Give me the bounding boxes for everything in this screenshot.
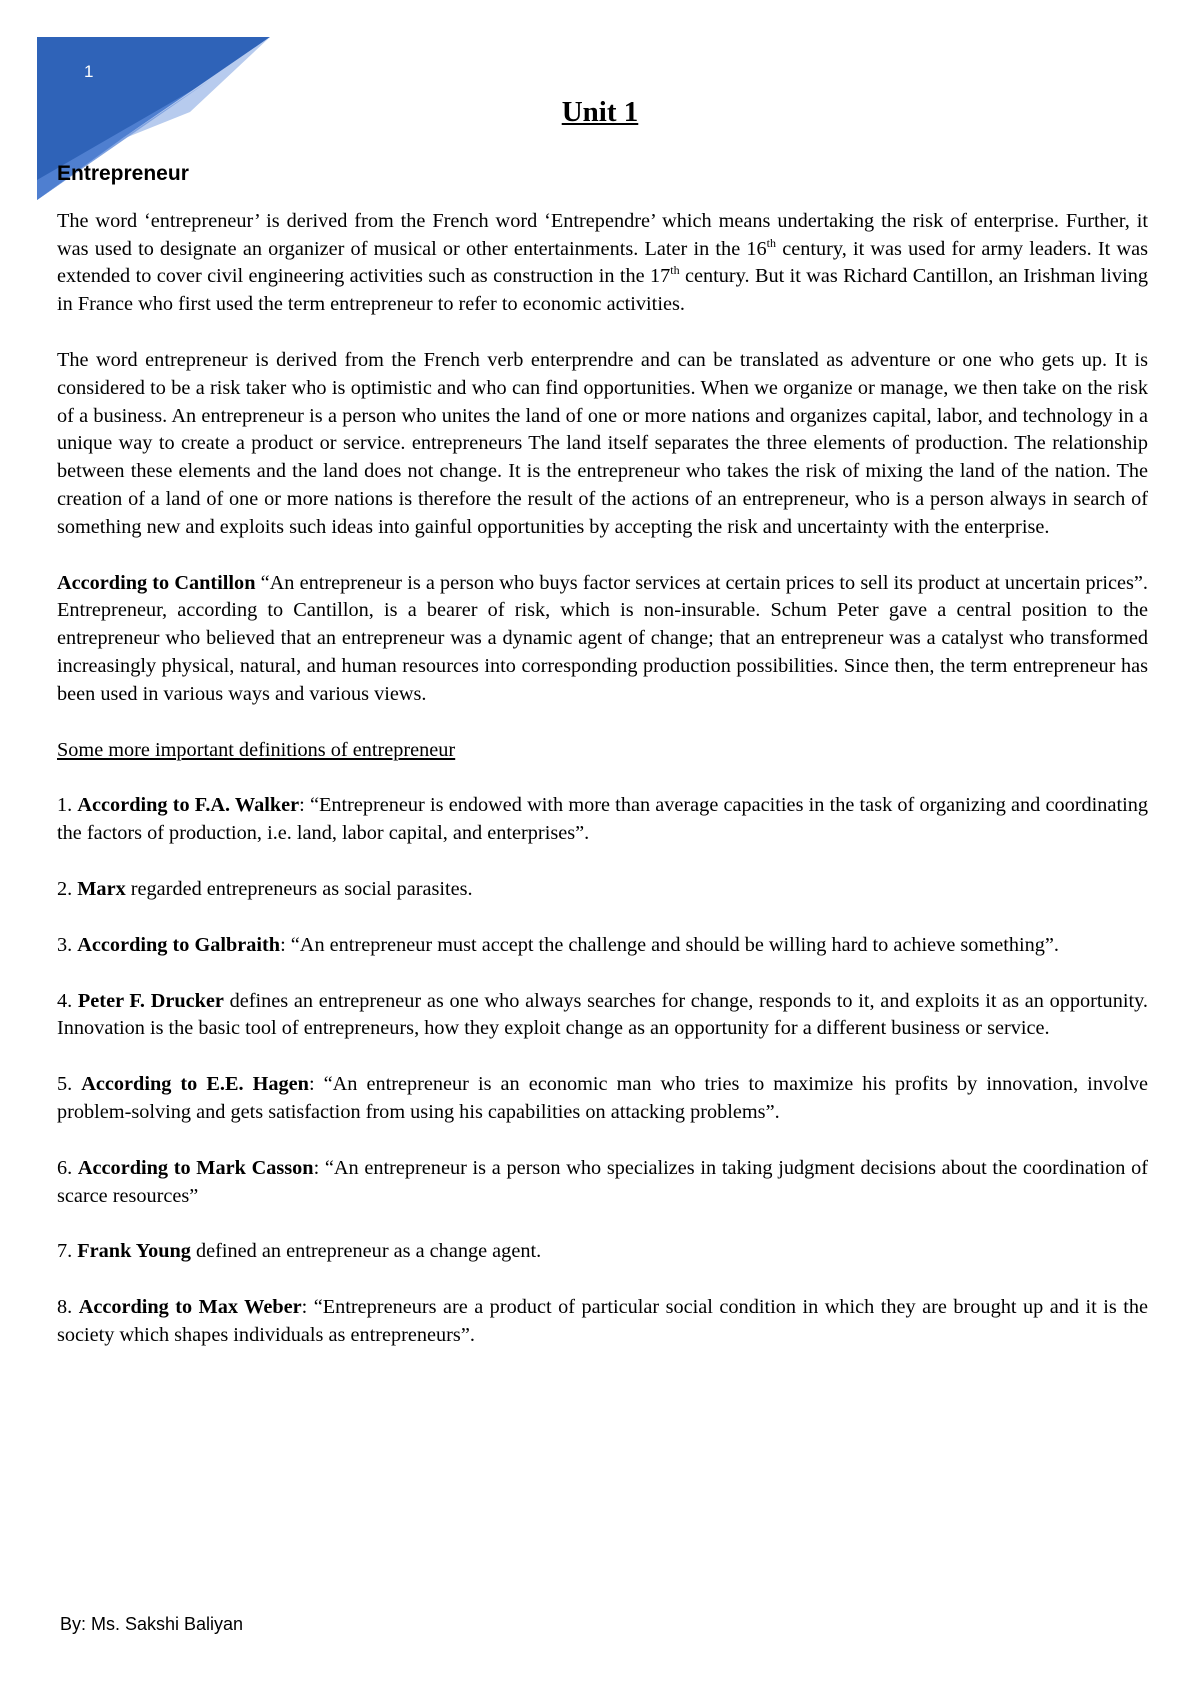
definition-text: : “An entrepreneur is a person who specializes in taking judgment decisions about the coordination of scarce resources” bbox=[57, 1156, 1148, 1207]
definition-item bbox=[57, 988, 1148, 1044]
definition-text: : “Entrepreneur is endowed with more than average capacities in the task of organizing and coordinating the factors of production, i.e. land, labor capital, and enterprises”. bbox=[57, 794, 1148, 845]
item-number: 6. bbox=[57, 1156, 78, 1179]
definition-text: defined an entrepreneur as a change agent. bbox=[190, 1240, 542, 1263]
superscript: th bbox=[766, 235, 777, 250]
document-body bbox=[57, 160, 1148, 1378]
item-number: 2. bbox=[57, 877, 78, 900]
definition-text: : “Entrepreneurs are a product of particular social condition in which they are brought up and it is the society which shapes individuals as entrepreneurs”. bbox=[57, 1296, 1148, 1346]
page-title: Unit 1 bbox=[561, 96, 639, 128]
subheading-definitions: Some more important definitions of entrepreneur bbox=[57, 738, 456, 761]
paragraph-meaning: The word entrepreneur is derived from the French verb enterprendre and can be translated as adventure or one who gets up. It is considered to be a risk taker who is optimistic and who can find opportunities. When we organize or manage, we then take on the risk of a business. An entrepreneur is a person who unites the land of one or more nations and organizes capital, labor, and technology in a unique way to create a product or service. entrepreneurs The land itself separates the three elements of production. The relationship between these elements and the land does not change. It is the entrepreneur who takes the risk of mixing the land of the nation. The creation of a land of one or more nations is therefore the result of the actions of an entrepreneur, who is a person always in search of something new and exploits such ideas into gainful opportunities by accepting the risk and uncertainty with the enterprise. bbox=[57, 348, 1148, 538]
bold-term: According to Cantillon bbox=[57, 571, 256, 594]
definition-text: regarded entrepreneurs as social parasites. bbox=[125, 877, 473, 900]
definition-item bbox=[57, 876, 1148, 904]
item-number: 1. bbox=[57, 794, 78, 817]
definition-text: : “An entrepreneur is an economic man who tries to maximize his profits by innovation, involve problem-solving and gets satisfaction from using his capabilities on attacking problems”. bbox=[57, 1073, 1149, 1123]
definition-item bbox=[57, 1155, 1148, 1211]
paragraph-origin bbox=[57, 208, 1148, 319]
footer-author: By: Ms. Sakshi Baliyan bbox=[60, 1614, 244, 1634]
paragraph-cantillon bbox=[57, 570, 1148, 709]
page-number: 1 bbox=[84, 62, 94, 81]
superscript: th bbox=[670, 263, 680, 278]
definition-item bbox=[57, 1071, 1148, 1127]
bold-term: Marx bbox=[77, 877, 126, 900]
paragraph-text: “An entrepreneur is a person who buys factor services at certain prices to sell its product at uncertain prices”. Entrepreneur, according to Cantillon, is a bearer of risk, which is non-insurable. Schum Peter gave a central position to the entrepreneur who believed that an entrepreneur was a dynamic agent of change; that an entrepreneur was a catalyst who transformed increasingly physical, natural, and human resources into corresponding production possibilities. Since then, the term entrepreneur has been used in various ways and various views. bbox=[57, 571, 1148, 705]
item-number: 4. bbox=[57, 989, 78, 1012]
bold-term: According to Galbraith bbox=[77, 933, 281, 956]
bold-term: According to E.E. Hagen bbox=[81, 1073, 309, 1096]
bold-term: According to Max Weber bbox=[78, 1296, 302, 1319]
bold-term: Frank Young bbox=[77, 1240, 191, 1263]
bold-term: According to Mark Casson bbox=[77, 1156, 314, 1179]
bold-term: Peter F. Drucker bbox=[77, 989, 224, 1012]
bold-term: According to F.A. Walker bbox=[77, 794, 300, 817]
paragraph-text: The word ‘entrepreneur’ is derived from the French word ‘Entrependre’ which means undertaking the risk of enterprise. Further, it was used to designate an organizer of musical or other entertainments. Later in the 16 bbox=[57, 209, 1148, 260]
item-number: 5. bbox=[57, 1073, 82, 1096]
definition-text: defines an entrepreneur as one who always searches for change, responds to it, and exploits it as an opportunity. Innovation is the basic tool of entrepreneurs, how they exploit change as an opportunity for a different business or service. bbox=[57, 989, 1148, 1040]
item-number: 7. bbox=[57, 1240, 78, 1263]
item-number: 3. bbox=[57, 933, 78, 956]
item-number: 8. bbox=[57, 1296, 79, 1319]
definition-item bbox=[57, 1294, 1148, 1350]
paragraph-text: century, it was used for army leaders. It was extended to cover civil engineering activities such as construction in the 17 bbox=[57, 237, 1148, 288]
section-heading: Entrepreneur bbox=[57, 162, 189, 185]
definition-item bbox=[57, 792, 1148, 848]
paragraph-text: century. But it was Richard Cantillon, an Irishman living in France who first used the term entrepreneur to refer to economic activities. bbox=[57, 265, 1148, 316]
definitions-list bbox=[57, 792, 1148, 1349]
definition-item bbox=[57, 932, 1148, 960]
definition-text: : “An entrepreneur must accept the challenge and should be willing hard to achieve something”. bbox=[280, 933, 1059, 956]
definition-item bbox=[57, 1238, 1148, 1266]
